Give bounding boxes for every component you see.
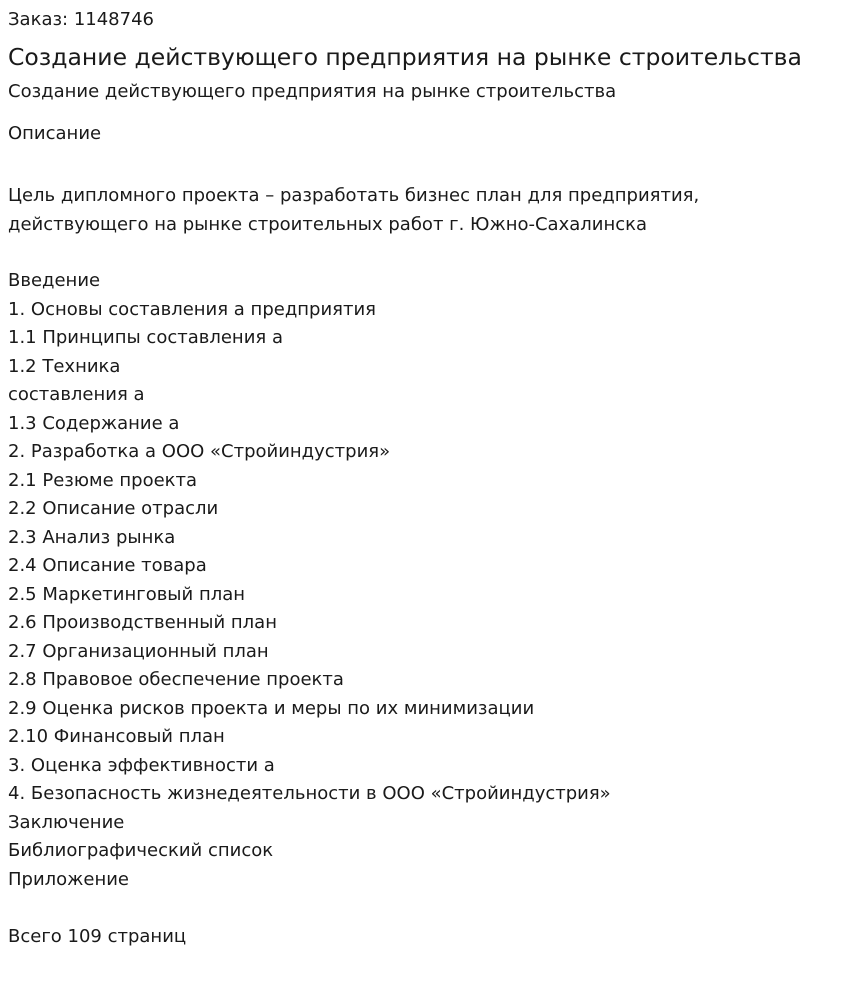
toc-item: 1.2 Техника — [8, 355, 121, 377]
toc-item: 2.10 Финансовый план — [8, 726, 225, 747]
table-of-contents — [8, 267, 839, 894]
toc-item: 2.8 Правовое обеспечение проекта — [8, 669, 344, 690]
total-pages: Всего 109 страниц — [8, 925, 187, 947]
toc-item: 2.7 Организационный план — [8, 640, 269, 662]
project-goal-line-1: Цель дипломного проекта – разработать бизнес план для предприятия, — [8, 185, 700, 206]
toc-item: 2.5 Маркетинговый план — [8, 583, 246, 605]
toc-item: Введение — [8, 270, 101, 291]
toc-item: 2. Разработка а ООО «Стройиндустрия» — [8, 441, 391, 462]
project-goal-line-2: действующего на рынке строительных работ г. Южно-Сахалинска — [8, 213, 648, 235]
toc-item: 2.6 Производственный план — [8, 612, 277, 633]
toc-item: 2.2 Описание отрасли — [8, 498, 219, 519]
toc-item: 4. Безопасность жизнедеятельности в ООО «Стройиндустрия» — [8, 783, 611, 804]
page-subtitle: Создание действующего предприятия на рынке строительства — [8, 81, 617, 102]
toc-item: 1.3 Содержание а — [8, 412, 180, 434]
toc-item: составления а — [8, 384, 145, 405]
project-goal — [8, 182, 839, 239]
toc-item: 2.1 Резюме проекта — [8, 469, 198, 491]
toc-item: 1.1 Принципы составления а — [8, 327, 283, 348]
toc-item: 1. Основы составления а предприятия — [8, 298, 377, 320]
page-title: Создание действующего предприятия на рынке строительства — [8, 43, 802, 71]
toc-item: Библиографический список — [8, 840, 274, 861]
toc-item: 2.4 Описание товара — [8, 555, 207, 576]
toc-item: Приложение — [8, 868, 130, 890]
toc-item: 2.9 Оценка рисков проекта и меры по их минимизации — [8, 697, 535, 719]
order-number: Заказ: 1148746 — [8, 9, 154, 30]
toc-item: 3. Оценка эффективности а — [8, 754, 275, 776]
toc-item: 2.3 Анализ рынка — [8, 526, 176, 548]
toc-item: Заключение — [8, 811, 125, 833]
description-heading: Описание — [8, 123, 102, 144]
